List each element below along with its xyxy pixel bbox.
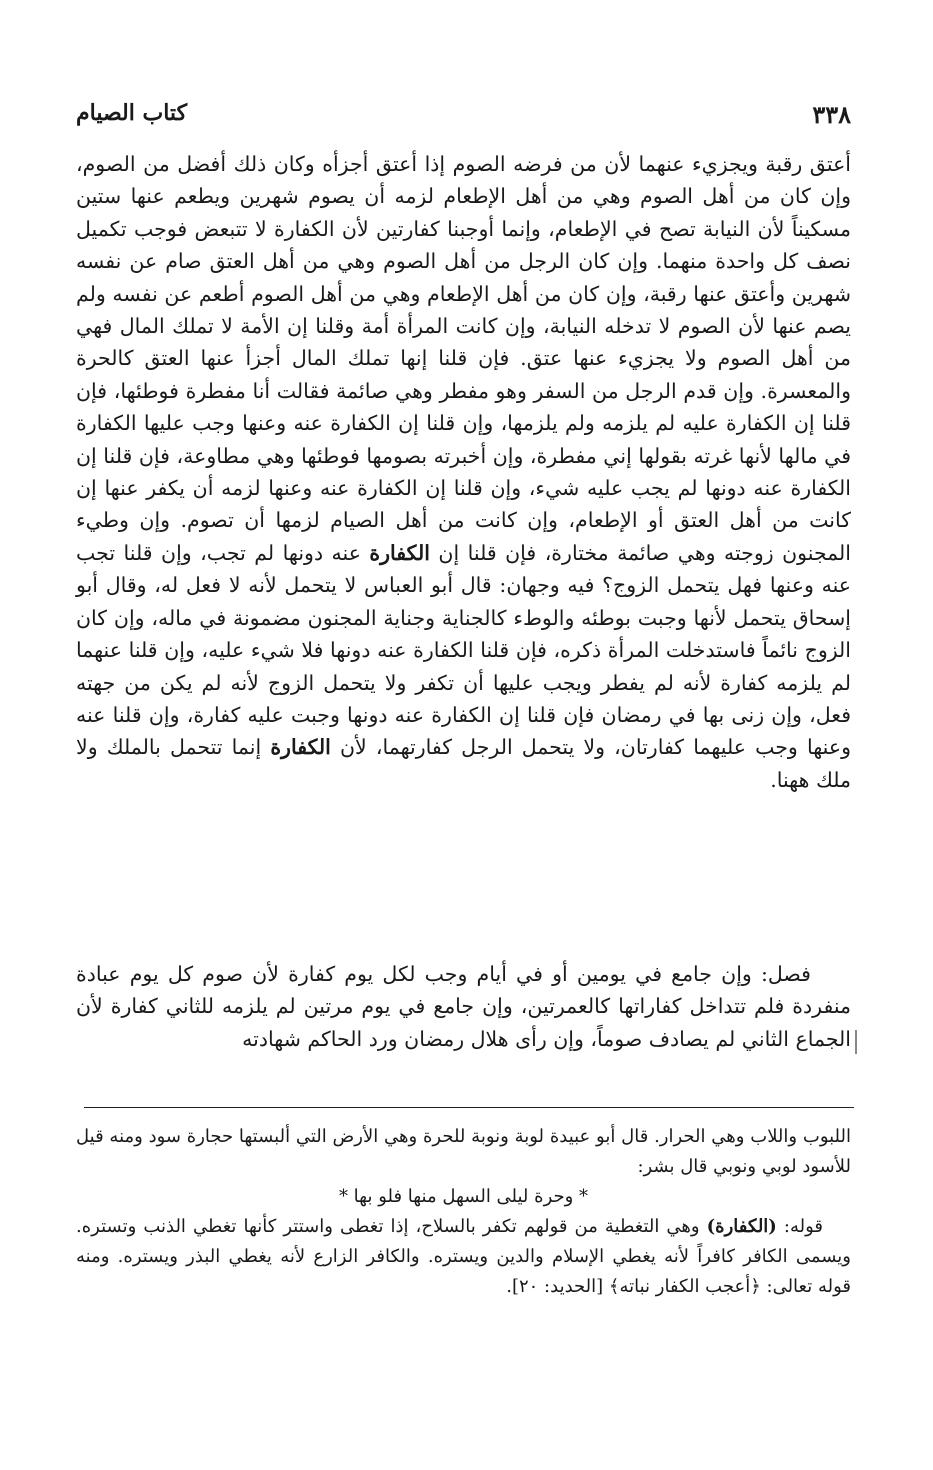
commentary-prefix: قوله: (783, 1216, 823, 1237)
quran-reference: [الحديد: ٢٠]. (506, 1276, 604, 1297)
poetry-verse: * وحرة ليلى السهل منها فلو بها * (338, 1186, 589, 1207)
running-title: كتاب الصيام (76, 100, 188, 126)
bold-term-kaffara-2: الكفارة (270, 735, 331, 760)
page-number: ٣٣٨ (812, 100, 851, 129)
page-header (76, 100, 851, 140)
main-text-block (76, 148, 851, 796)
margin-mark (855, 1030, 857, 1054)
bold-term-kaffara-1: الكفارة (369, 540, 430, 565)
main-text-part-1: أعتق رقبة ويجزيء عنهما لأن من فرضه الصوم إذا أعتق أجزأه وكان ذلك أفضل من الصوم، وإن كان من أهل الصوم وهي من أهل الإطعام لزمه أن يصوم شهرين ويطعم عنها ستين مسكيناً لأن النيابة تصح في الإطعام، وإنما أوجبنا كفارتين لأن الكفارة لا تتبعض فوجب تكميل نصف كل واحدة منهما. وإن كان الرجل من أهل الصوم وهي من أهل العتق صام عن نفسه شهرين وأعتق عنها رقبة، وإن كان من أهل الإطعام وهي من أهل الصوم أطعم عن نفسه ولم يصم عنها لأن الصوم لا تدخله النيابة، وإن كانت المرأة أمة وقلنا إن الأمة لا تملك المال فهي من أهل الصوم ولا يجزيء عنها عتق. فإن قلنا إنها تملك المال أجزأ عنها العتق كالحرة والمعسرة. وإن قدم الرجل من السفر وهو مفطر وهي صائمة فقالت أنا مفطرة فوطئها، فإن قلنا إن الكفارة عليه لم يلزمه ولم يلزمها، وإن قلنا إن الكفارة عنه وعنها وجب عليها الكفارة في مالها لأنها غرته بقولها إني مفطرة، وإن أخبرته بصومها فوطئها وهي مطاوعة، فإن قلنا إن الكفارة عنه دونها لم يجب عليه شيء، وإن قلنا إن الكفارة عنه وعنها لزمه أن يكفر عنها إن كانت من أهل العتق أو الإطعام، وإن كانت من أهل الصيام لزمها أن تصوم. وإن وطيء المجنون زوجته وهي صائمة مختارة، فإن قلنا إن (76, 152, 851, 565)
commentary-term: (الكفارة) (706, 1216, 777, 1237)
fasl-section (76, 958, 851, 1055)
footnote-commentary (76, 1212, 851, 1302)
main-text-part-3: إنما تتحمل بالملك ولا ملك ههنا. (76, 735, 851, 792)
footnote-divider (84, 1107, 854, 1108)
main-text-part-2: عنه دونها لم تجب، وإن قلنا تجب عنه وعنها فهل يتحمل الزوج؟ فيه وجهان: قال أبو العباس لا يتحمل لأنه لا فعل له، وقال أبو إسحاق يتحمل لأنها وجبت بوطئه والوطء كالجناية وجناية المجنون مضمونة في ماله، وإن كان الزوج نائماً فاستدخلت المرأة ذكره، فإن قلنا الكفارة عنه دونها فلا شيء عليه، وإن قلنا عنهما لم يلزمه كفارة لأنه لم يفطر ويجب عليها أن تكفر ولا يتحمل الزوج لأنه لم يكن من جهته فعل، وإن زنى بها في رمضان فإن قلنا إن الكفارة عنه دونها وجبت عليه كفارة، وإن قلنا عنه وعنها وجب عليهما كفارتان، ولا يتحمل الرجل كفارتهما، لأن (76, 540, 851, 760)
main-paragraph (76, 148, 851, 796)
quran-quote: ﴿أعجب الكفار نباته﴾ (608, 1276, 761, 1297)
section-text: وإن جامع في يومين أو في أيام وجب لكل يوم كفارة لأن صوم كل يوم عبادة منفردة فلم تتداخل كفاراتها كالعمرتين، وإن جامع في يوم مرتين لم يلزمه للثاني كفارة لأن الجماع الثاني لم يصادف صوماً، وإن رأى هلال رمضان ورد الحاكم شهادته (76, 962, 851, 1051)
footnotes-block (76, 1122, 851, 1302)
commentary-text: وهي التغطية من قولهم تكفر بالسلاح، إذا تغطى واستتر كأنها تغطي الذنب وتستره. ويسمى الكافر كافراً لأنه يغطي الإسلام والدين ويستره. والكافر الزارع لأنه يغطي البذر ويستره. ومنه قوله تعالى: (76, 1216, 851, 1297)
section-label: فصل: (760, 962, 811, 986)
footnote-line: اللبوب واللاب وهي الحرار. قال أبو عبيدة لوبة ونوبة للحرة وهي الأرض التي ألبستها حجارة سود ومنه قيل للأسود لوبي ونوبي قال بشر: (76, 1126, 851, 1177)
